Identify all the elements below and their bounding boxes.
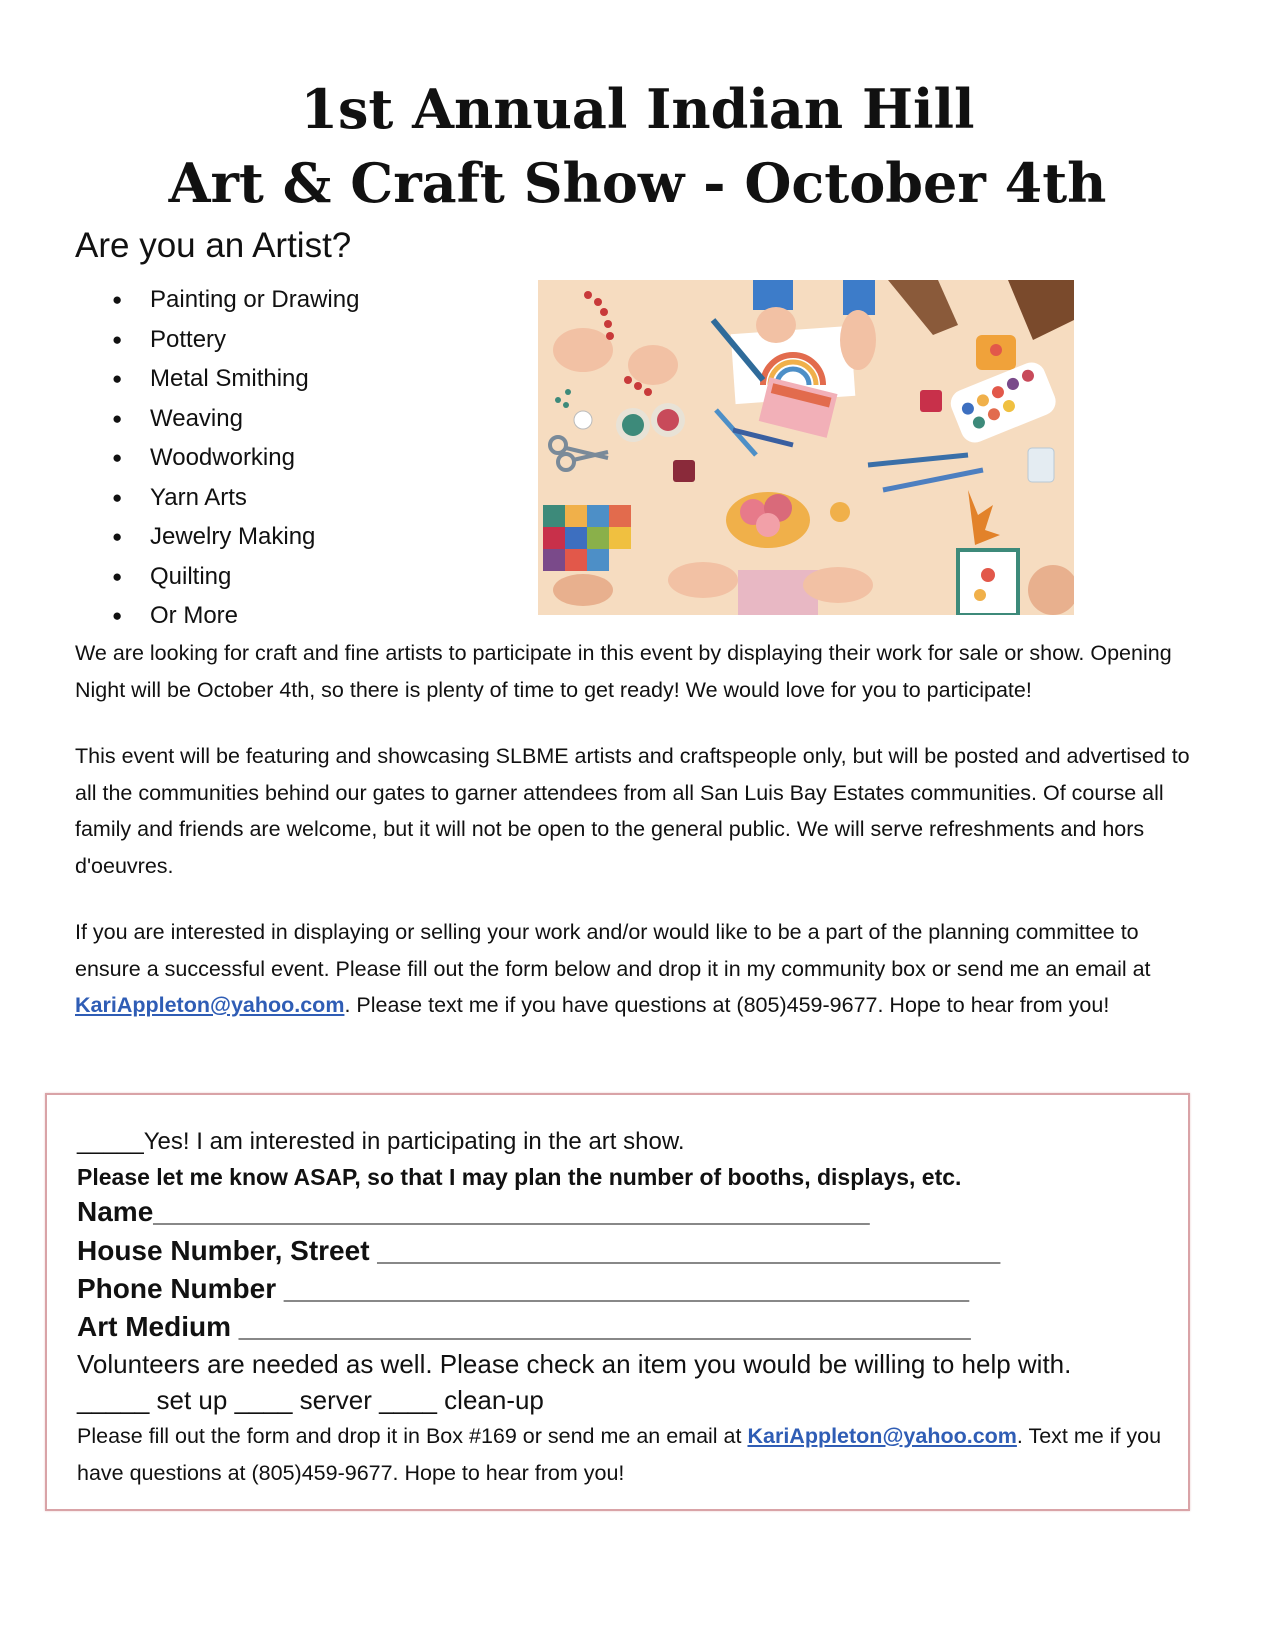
form-email-link[interactable]: KariAppleton@yahoo.com xyxy=(747,1424,1017,1448)
instructions-text: Please fill out the form and drop it in Box #169 or send me an email at xyxy=(77,1424,748,1448)
list-item: ● Yarn Arts xyxy=(112,478,359,518)
contact-text-end: . Please text me if you have questions at (805)459-9677. Hope to hear from you! xyxy=(344,993,1110,1017)
volunteer-options[interactable]: _____ set up ____ server ____ clean-up xyxy=(77,1385,544,1415)
intro-paragraph: We are looking for craft and fine artists to participate in this event by displaying their work for sale or show. Opening Night will be October 4th, so there is plenty of time to get ready! We would love for you to participate! xyxy=(75,641,1172,702)
list-item: ● Jewelry Making xyxy=(112,517,359,557)
name-field[interactable]: Name______________________________________________ xyxy=(77,1196,870,1227)
event-details-paragraph: This event will be featuring and showcasing SLBME artists and craftspeople only, but will be posted and advertised to all the communities behind our gates to garner attendees from all San Luis Bay Estates communities. Of course all family and friends are welcome, but it will not be open to the general public. We will serve refreshments and hors d'oeuvres. xyxy=(75,744,1190,878)
title-line-1: 1st Annual Indian Hill xyxy=(300,77,975,141)
artist-question: Are you an Artist? xyxy=(75,226,352,265)
list-item: ● Painting or Drawing xyxy=(112,280,359,320)
list-item: ● Metal Smithing xyxy=(112,359,359,399)
contact-text: If you are interested in displaying or selling your work and/or would like to be a part of the planning committee to ensure a successful event. Please fill out the form below and drop it in my community box or send me an email at xyxy=(75,920,1151,981)
list-item: ● Pottery xyxy=(112,320,359,360)
list-item: ● Woodworking xyxy=(112,438,359,478)
list-item: ● Or More xyxy=(112,596,359,636)
form-instructions xyxy=(77,1418,1167,1491)
craft-list xyxy=(112,280,359,636)
asap-note: Please let me know ASAP, so that I may plan the number of booths, displays, etc. xyxy=(77,1164,962,1190)
interest-line[interactable]: _____Yes! I am interested in participating in the art show. xyxy=(77,1128,685,1155)
phone-field[interactable]: Phone Number ____________________________________________ xyxy=(77,1273,970,1304)
crafting-table-illustration xyxy=(538,280,1074,615)
address-field[interactable]: House Number, Street ________________________________________ xyxy=(77,1235,1001,1266)
list-item: ● Weaving xyxy=(112,399,359,439)
email-link[interactable]: KariAppleton@yahoo.com xyxy=(75,993,345,1017)
list-item: ● Quilting xyxy=(112,557,359,597)
art-medium-field[interactable]: Art Medium _______________________________________________ xyxy=(77,1311,971,1342)
title-line-2: Art & Craft Show - October 4th xyxy=(168,151,1107,215)
volunteer-prompt: Volunteers are needed as well. Please check an item you would be willing to help with. xyxy=(77,1349,1072,1379)
contact-paragraph xyxy=(75,914,1205,1024)
signup-form xyxy=(45,1093,1190,1511)
instructions-text-end: . Text me if you have questions at (805)459-9677. Hope to hear from you! xyxy=(77,1424,1162,1485)
